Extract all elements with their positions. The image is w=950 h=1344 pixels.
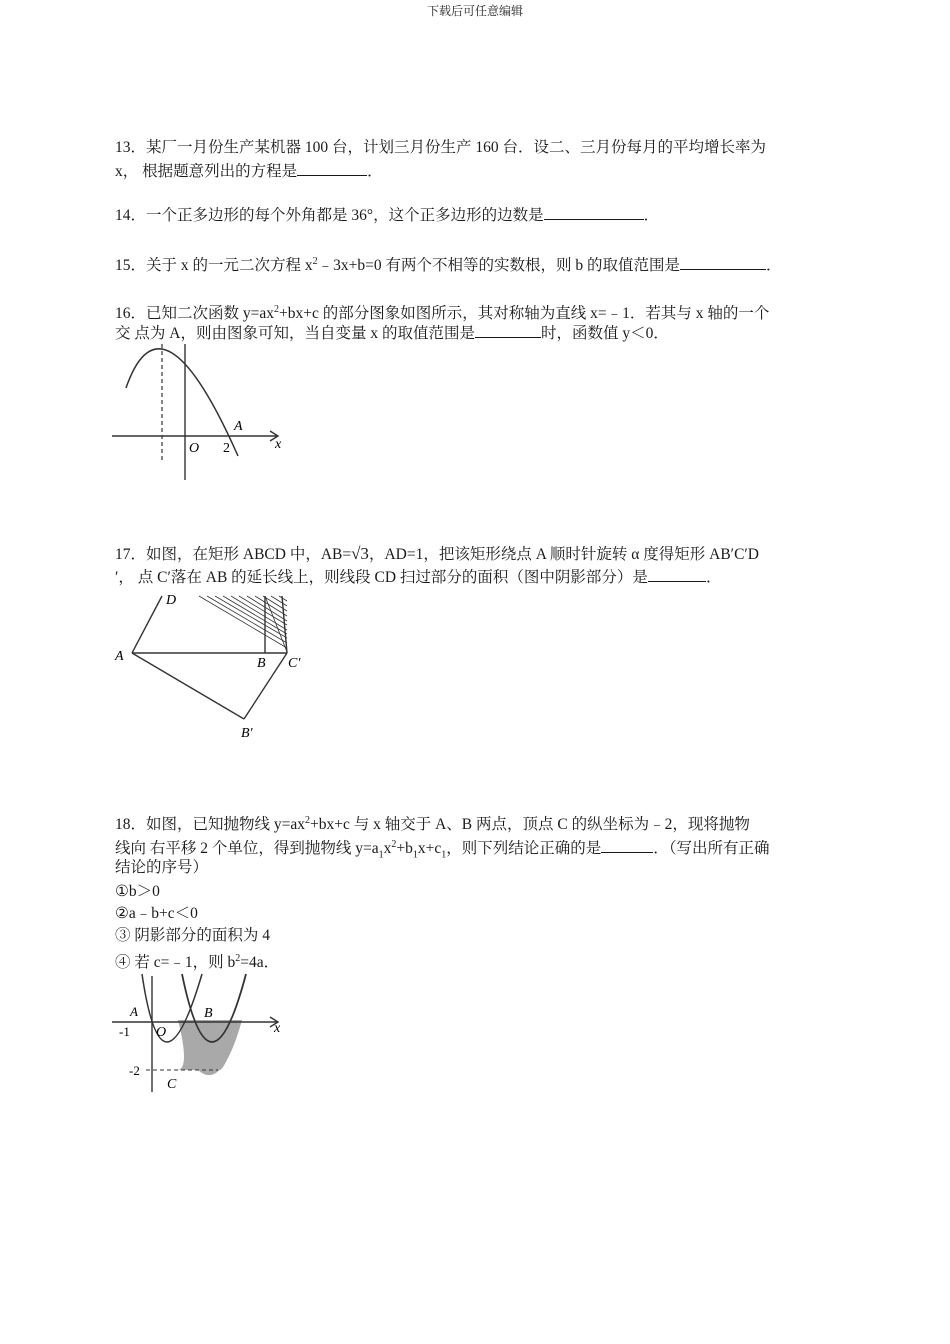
q18-l2c: +b bbox=[396, 840, 413, 858]
q18-opt4b: =4a． bbox=[240, 954, 280, 972]
q17-l1b: ，AD=1，把该矩形绕点 A 顺时针旋转 α 度得矩形 AB′C′D bbox=[368, 546, 759, 563]
q17-label-A: A bbox=[115, 649, 124, 664]
q18-option-1: ①b＞0 bbox=[115, 883, 160, 900]
q16-label-x: x bbox=[275, 437, 282, 452]
q16-label-A: A bbox=[234, 419, 243, 434]
q17-shaded-region bbox=[199, 596, 287, 652]
q17-figure bbox=[112, 594, 322, 749]
q18-sub1: 1 bbox=[378, 849, 384, 861]
q17-label-Bprime: B′ bbox=[241, 726, 253, 741]
q18-l2e: ，则下列结论正确的是 bbox=[446, 840, 602, 858]
q18-sub3: 1 bbox=[441, 849, 447, 861]
q17-l1a: 17．如图，在矩形 ABCD 中，AB= bbox=[115, 546, 352, 563]
q17-l2b: ． bbox=[705, 569, 722, 586]
q17-label-D: D bbox=[166, 594, 177, 608]
q18-opt4-sup: 2 bbox=[235, 953, 241, 964]
q18-label-neg2: -2 bbox=[129, 1063, 140, 1078]
q17-label-Cprime: C′ bbox=[288, 656, 301, 671]
q16-l1a: 16．已知二次函数 y=ax bbox=[115, 305, 274, 323]
q16-answer-blank[interactable] bbox=[475, 321, 541, 338]
q18-l1a: 18．如图，已知抛物线 y=ax bbox=[115, 816, 305, 834]
q17-line2 bbox=[115, 565, 845, 589]
q18-option-3: ③ 阴影部分的面积为 4 bbox=[115, 927, 271, 944]
q18-l2b: x bbox=[383, 840, 392, 858]
q17-label-B: B bbox=[257, 656, 266, 671]
q18-label-C: C bbox=[167, 1077, 177, 1092]
q18-label-B: B bbox=[204, 1006, 213, 1021]
q17-line1 bbox=[115, 543, 845, 566]
q18-answer-blank[interactable] bbox=[601, 836, 653, 853]
q16-l2a: 交 点为 A，则由图象可知，当自变量 x 的取值范围是 bbox=[115, 325, 475, 342]
q18-l2d: x+c bbox=[417, 840, 442, 858]
q13-text: x， 根据题意列出的方程是 bbox=[115, 163, 298, 180]
q18-opt4a: ④ 若 c=﹣1，则 b bbox=[115, 954, 236, 972]
q18-sup2: 2 bbox=[391, 839, 397, 850]
q17-AB-prime bbox=[132, 653, 244, 719]
q18-label-A: A bbox=[130, 1004, 138, 1019]
q15-after: ﹣3x+b=0 有两个不相等的实数根，则 b 的取值范围是 bbox=[317, 257, 680, 275]
q17-answer-blank[interactable] bbox=[648, 565, 706, 582]
q15-line bbox=[115, 251, 845, 277]
q18-line3: 结论的序号） bbox=[115, 859, 209, 876]
q16-label-2: 2 bbox=[223, 441, 230, 456]
page-header: 下载后可任意编辑 bbox=[426, 4, 523, 18]
q17-l2a: ′， 点 C′落在 AB 的延长线上，则线段 CD 扫过部分的面积（图中阴影部分）是 bbox=[115, 569, 648, 586]
q15-answer-blank[interactable] bbox=[680, 253, 766, 270]
q18-sup1: 2 bbox=[305, 815, 310, 826]
q16-label-O: O bbox=[189, 441, 200, 456]
q16-l1b: +bx+c 的部分图象如图所示，其对称轴为直线 x=﹣1．若其与 x 轴的一个 bbox=[279, 305, 770, 323]
q16-sup: 2 bbox=[274, 304, 279, 315]
q18-figure bbox=[112, 970, 292, 1100]
q18-l2a: 线向 右平移 2 个单位，得到抛物线 y=a bbox=[115, 840, 379, 858]
q17-sqrt: √3 bbox=[351, 544, 369, 563]
q13-answer-blank[interactable] bbox=[297, 159, 367, 176]
q13-line2 bbox=[115, 159, 845, 183]
q14-line bbox=[115, 203, 845, 227]
q17-AD-side bbox=[132, 596, 162, 653]
q16-parabola bbox=[126, 349, 238, 456]
q15-sup: 2 bbox=[312, 256, 318, 267]
q14-end: ． bbox=[643, 207, 660, 224]
q18-option-2: ②a﹣b+c＜0 bbox=[115, 905, 198, 922]
q18-label-O: O bbox=[156, 1025, 167, 1040]
q14-answer-blank[interactable] bbox=[544, 203, 644, 220]
q18-l1b: +bx+c 与 x 轴交于 A、B 两点，顶点 C 的纵坐标为﹣2，现将抛物 bbox=[310, 816, 750, 834]
q15-before: 15．关于 x 的一元二次方程 x bbox=[115, 257, 313, 275]
q18-l2f: ．（写出所有正确 bbox=[653, 840, 770, 858]
q16-l2b: 时，函数值 y＜0． bbox=[540, 325, 669, 342]
q18-label-x: x bbox=[274, 1021, 281, 1036]
q18-label-neg1: -1 bbox=[119, 1024, 130, 1039]
q15-end: ． bbox=[766, 257, 782, 275]
q13-end: ． bbox=[367, 163, 383, 180]
q14-text: 14．一个正多边形的每个外角都是 36°，这个正多边形的边数是 bbox=[115, 207, 544, 224]
q13-line1: 13．某厂一月份生产某机器 100 台，计划三月份生产 160 台．设二、三月份每月的平均增长率为 bbox=[115, 139, 767, 156]
q18-sub2: 1 bbox=[412, 849, 418, 861]
q16-figure bbox=[112, 340, 292, 490]
q18-line1 bbox=[115, 810, 845, 836]
